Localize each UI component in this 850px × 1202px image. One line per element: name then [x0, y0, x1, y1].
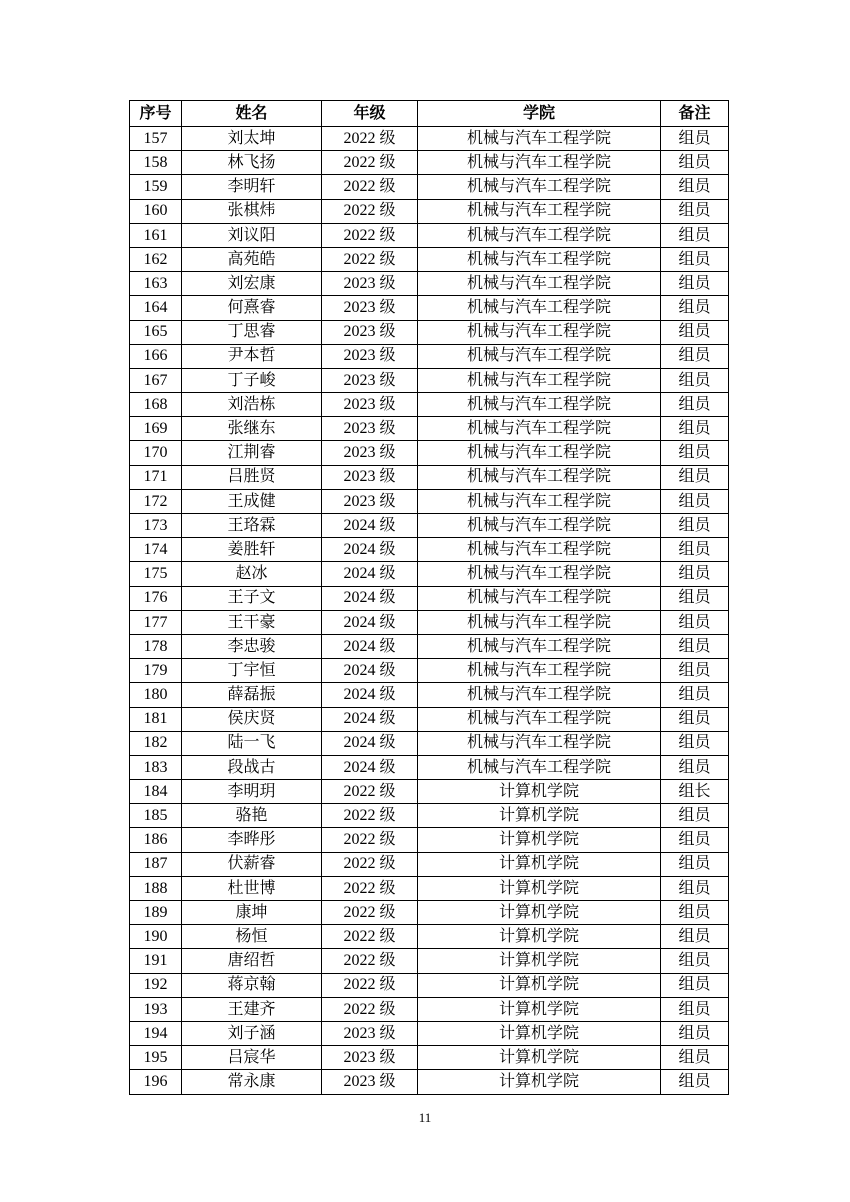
cell-note: 组员 — [661, 368, 729, 392]
table-row — [130, 659, 729, 683]
cell-note: 组员 — [661, 562, 729, 586]
table-row — [130, 1070, 729, 1094]
cell-name: 吕胜贤 — [182, 465, 322, 489]
cell-note: 组员 — [661, 465, 729, 489]
page-number: 11 — [418, 1110, 432, 1125]
cell-serial-number: 187 — [130, 852, 182, 876]
cell-grade: 2022 级 — [322, 127, 418, 151]
cell-serial-number: 165 — [130, 320, 182, 344]
table-row — [130, 901, 729, 925]
cell-college: 机械与汽车工程学院 — [418, 320, 661, 344]
cell-college: 机械与汽车工程学院 — [418, 344, 661, 368]
table-row — [130, 852, 729, 876]
cell-name: 王干豪 — [182, 610, 322, 634]
cell-college: 机械与汽车工程学院 — [418, 659, 661, 683]
cell-college: 机械与汽车工程学院 — [418, 296, 661, 320]
cell-grade: 2022 级 — [322, 828, 418, 852]
cell-note: 组员 — [661, 949, 729, 973]
cell-grade: 2022 级 — [322, 901, 418, 925]
cell-college: 机械与汽车工程学院 — [418, 127, 661, 151]
cell-grade: 2023 级 — [322, 272, 418, 296]
cell-grade: 2022 级 — [322, 973, 418, 997]
cell-note: 组员 — [661, 417, 729, 441]
table-row — [130, 417, 729, 441]
cell-grade: 2022 级 — [322, 199, 418, 223]
cell-college: 机械与汽车工程学院 — [418, 489, 661, 513]
cell-name: 杜世博 — [182, 876, 322, 900]
cell-grade: 2023 级 — [322, 489, 418, 513]
cell-college: 计算机学院 — [418, 804, 661, 828]
cell-note: 组员 — [661, 296, 729, 320]
cell-college: 机械与汽车工程学院 — [418, 707, 661, 731]
header-college: 学院 — [418, 101, 661, 127]
cell-note: 组员 — [661, 731, 729, 755]
cell-grade: 2023 级 — [322, 320, 418, 344]
cell-grade: 2022 级 — [322, 223, 418, 247]
cell-grade: 2024 级 — [322, 707, 418, 731]
cell-serial-number: 158 — [130, 151, 182, 175]
table-row — [130, 393, 729, 417]
cell-name: 伏薪睿 — [182, 852, 322, 876]
cell-grade: 2023 级 — [322, 1070, 418, 1094]
cell-note: 组员 — [661, 876, 729, 900]
cell-serial-number: 172 — [130, 489, 182, 513]
cell-note: 组员 — [661, 538, 729, 562]
cell-serial-number: 183 — [130, 755, 182, 779]
cell-college: 计算机学院 — [418, 925, 661, 949]
cell-note: 组员 — [661, 707, 729, 731]
table-row — [130, 683, 729, 707]
table-row — [130, 973, 729, 997]
cell-college: 机械与汽车工程学院 — [418, 731, 661, 755]
cell-name: 李明玥 — [182, 780, 322, 804]
table-row — [130, 296, 729, 320]
cell-serial-number: 194 — [130, 1021, 182, 1045]
cell-college: 机械与汽车工程学院 — [418, 247, 661, 271]
cell-note: 组员 — [661, 272, 729, 296]
table-row — [130, 634, 729, 658]
cell-serial-number: 174 — [130, 538, 182, 562]
header-note: 备注 — [661, 101, 729, 127]
table-row — [130, 247, 729, 271]
cell-grade: 2022 级 — [322, 151, 418, 175]
cell-college: 机械与汽车工程学院 — [418, 562, 661, 586]
cell-college: 机械与汽车工程学院 — [418, 175, 661, 199]
cell-note: 组员 — [661, 320, 729, 344]
cell-name: 刘宏康 — [182, 272, 322, 296]
cell-grade: 2023 级 — [322, 296, 418, 320]
cell-grade: 2022 级 — [322, 852, 418, 876]
table-row — [130, 489, 729, 513]
table-row — [130, 780, 729, 804]
cell-grade: 2023 级 — [322, 393, 418, 417]
roster-table-header — [130, 101, 729, 127]
cell-college: 计算机学院 — [418, 1021, 661, 1045]
cell-name: 尹本哲 — [182, 344, 322, 368]
cell-college: 计算机学院 — [418, 901, 661, 925]
cell-name: 唐绍哲 — [182, 949, 322, 973]
cell-college: 计算机学院 — [418, 852, 661, 876]
cell-name: 吕宸华 — [182, 1046, 322, 1070]
cell-college: 计算机学院 — [418, 973, 661, 997]
cell-note: 组员 — [661, 659, 729, 683]
cell-name: 骆艳 — [182, 804, 322, 828]
cell-grade: 2024 级 — [322, 659, 418, 683]
cell-name: 丁子峻 — [182, 368, 322, 392]
cell-note: 组员 — [661, 489, 729, 513]
cell-college: 计算机学院 — [418, 828, 661, 852]
cell-college: 计算机学院 — [418, 1070, 661, 1094]
cell-note: 组员 — [661, 852, 729, 876]
cell-name: 杨恒 — [182, 925, 322, 949]
table-row — [130, 199, 729, 223]
cell-note: 组员 — [661, 683, 729, 707]
table-row — [130, 828, 729, 852]
cell-serial-number: 171 — [130, 465, 182, 489]
cell-serial-number: 163 — [130, 272, 182, 296]
cell-college: 机械与汽车工程学院 — [418, 393, 661, 417]
cell-note: 组员 — [661, 199, 729, 223]
cell-serial-number: 182 — [130, 731, 182, 755]
cell-grade: 2024 级 — [322, 610, 418, 634]
cell-college: 机械与汽车工程学院 — [418, 610, 661, 634]
table-row — [130, 465, 729, 489]
table-row — [130, 1046, 729, 1070]
cell-college: 机械与汽车工程学院 — [418, 586, 661, 610]
cell-name: 何熹睿 — [182, 296, 322, 320]
table-row — [130, 755, 729, 779]
cell-name: 王成健 — [182, 489, 322, 513]
cell-serial-number: 175 — [130, 562, 182, 586]
cell-college: 计算机学院 — [418, 876, 661, 900]
cell-note: 组员 — [661, 1021, 729, 1045]
table-row — [130, 175, 729, 199]
cell-note: 组员 — [661, 514, 729, 538]
table-row — [130, 441, 729, 465]
table-row — [130, 586, 729, 610]
table-row — [130, 344, 729, 368]
table-row — [130, 127, 729, 151]
cell-serial-number: 181 — [130, 707, 182, 731]
header-name: 姓名 — [182, 101, 322, 127]
cell-grade: 2023 级 — [322, 441, 418, 465]
cell-college: 机械与汽车工程学院 — [418, 199, 661, 223]
cell-college: 计算机学院 — [418, 1046, 661, 1070]
cell-name: 常永康 — [182, 1070, 322, 1094]
cell-serial-number: 188 — [130, 876, 182, 900]
cell-name: 王珞霖 — [182, 514, 322, 538]
cell-serial-number: 161 — [130, 223, 182, 247]
cell-name: 刘议阳 — [182, 223, 322, 247]
cell-serial-number: 168 — [130, 393, 182, 417]
cell-college: 机械与汽车工程学院 — [418, 151, 661, 175]
cell-serial-number: 173 — [130, 514, 182, 538]
cell-grade: 2024 级 — [322, 755, 418, 779]
table-row — [130, 151, 729, 175]
cell-note: 组员 — [661, 441, 729, 465]
cell-grade: 2024 级 — [322, 562, 418, 586]
cell-grade: 2022 级 — [322, 997, 418, 1021]
cell-name: 蒋京翰 — [182, 973, 322, 997]
cell-name: 丁思睿 — [182, 320, 322, 344]
cell-note: 组员 — [661, 393, 729, 417]
cell-name: 段战古 — [182, 755, 322, 779]
roster-table-body — [130, 127, 729, 1095]
cell-note: 组员 — [661, 973, 729, 997]
cell-serial-number: 192 — [130, 973, 182, 997]
cell-note: 组员 — [661, 586, 729, 610]
cell-name: 张棋炜 — [182, 199, 322, 223]
table-row — [130, 610, 729, 634]
cell-note: 组员 — [661, 755, 729, 779]
cell-serial-number: 185 — [130, 804, 182, 828]
cell-serial-number: 157 — [130, 127, 182, 151]
cell-name: 李晔彤 — [182, 828, 322, 852]
cell-name: 姜胜轩 — [182, 538, 322, 562]
cell-name: 王子文 — [182, 586, 322, 610]
table-row — [130, 925, 729, 949]
cell-grade: 2024 级 — [322, 683, 418, 707]
cell-grade: 2024 级 — [322, 634, 418, 658]
cell-serial-number: 159 — [130, 175, 182, 199]
cell-serial-number: 160 — [130, 199, 182, 223]
roster-table — [129, 100, 729, 1095]
cell-grade: 2023 级 — [322, 465, 418, 489]
cell-college: 机械与汽车工程学院 — [418, 634, 661, 658]
cell-name: 高苑皓 — [182, 247, 322, 271]
table-row — [130, 272, 729, 296]
cell-grade: 2023 级 — [322, 344, 418, 368]
cell-grade: 2022 级 — [322, 876, 418, 900]
cell-name: 陆一飞 — [182, 731, 322, 755]
table-row — [130, 707, 729, 731]
cell-grade: 2022 级 — [322, 780, 418, 804]
table-row — [130, 514, 729, 538]
cell-serial-number: 186 — [130, 828, 182, 852]
cell-note: 组员 — [661, 1046, 729, 1070]
cell-serial-number: 190 — [130, 925, 182, 949]
cell-grade: 2022 级 — [322, 247, 418, 271]
cell-note: 组员 — [661, 175, 729, 199]
cell-grade: 2023 级 — [322, 1021, 418, 1045]
cell-note: 组员 — [661, 610, 729, 634]
cell-name: 赵冰 — [182, 562, 322, 586]
cell-note: 组员 — [661, 223, 729, 247]
cell-serial-number: 178 — [130, 634, 182, 658]
cell-college: 机械与汽车工程学院 — [418, 514, 661, 538]
cell-grade: 2024 级 — [322, 538, 418, 562]
cell-grade: 2022 级 — [322, 175, 418, 199]
cell-serial-number: 167 — [130, 368, 182, 392]
table-row — [130, 320, 729, 344]
cell-note: 组员 — [661, 1070, 729, 1094]
cell-name: 刘子涵 — [182, 1021, 322, 1045]
cell-serial-number: 195 — [130, 1046, 182, 1070]
cell-note: 组长 — [661, 780, 729, 804]
cell-college: 机械与汽车工程学院 — [418, 368, 661, 392]
table-row — [130, 997, 729, 1021]
cell-name: 李明轩 — [182, 175, 322, 199]
cell-name: 刘浩栋 — [182, 393, 322, 417]
cell-note: 组员 — [661, 804, 729, 828]
cell-note: 组员 — [661, 997, 729, 1021]
cell-note: 组员 — [661, 127, 729, 151]
cell-serial-number: 162 — [130, 247, 182, 271]
cell-name: 李忠骏 — [182, 634, 322, 658]
cell-serial-number: 180 — [130, 683, 182, 707]
cell-serial-number: 166 — [130, 344, 182, 368]
table-row — [130, 562, 729, 586]
cell-name: 王建齐 — [182, 997, 322, 1021]
cell-name: 丁宇恒 — [182, 659, 322, 683]
cell-grade: 2022 级 — [322, 804, 418, 828]
cell-note: 组员 — [661, 634, 729, 658]
cell-name: 薛磊振 — [182, 683, 322, 707]
cell-grade: 2022 级 — [322, 925, 418, 949]
cell-serial-number: 176 — [130, 586, 182, 610]
table-row — [130, 368, 729, 392]
cell-serial-number: 170 — [130, 441, 182, 465]
table-row — [130, 1021, 729, 1045]
cell-college: 计算机学院 — [418, 997, 661, 1021]
cell-note: 组员 — [661, 925, 729, 949]
cell-serial-number: 193 — [130, 997, 182, 1021]
cell-grade: 2024 级 — [322, 586, 418, 610]
cell-grade: 2023 级 — [322, 1046, 418, 1070]
table-row — [130, 804, 729, 828]
cell-serial-number: 179 — [130, 659, 182, 683]
cell-serial-number: 177 — [130, 610, 182, 634]
table-row — [130, 949, 729, 973]
cell-grade: 2022 级 — [322, 949, 418, 973]
cell-name: 康坤 — [182, 901, 322, 925]
header-row — [130, 101, 729, 127]
table-row — [130, 731, 729, 755]
cell-note: 组员 — [661, 247, 729, 271]
cell-name: 林飞扬 — [182, 151, 322, 175]
cell-serial-number: 191 — [130, 949, 182, 973]
cell-serial-number: 196 — [130, 1070, 182, 1094]
cell-serial-number: 184 — [130, 780, 182, 804]
cell-grade: 2023 级 — [322, 368, 418, 392]
cell-grade: 2024 级 — [322, 731, 418, 755]
cell-name: 刘太坤 — [182, 127, 322, 151]
cell-college: 计算机学院 — [418, 780, 661, 804]
cell-name: 张继东 — [182, 417, 322, 441]
cell-college: 机械与汽车工程学院 — [418, 538, 661, 562]
cell-name: 侯庆贤 — [182, 707, 322, 731]
table-row — [130, 223, 729, 247]
cell-college: 机械与汽车工程学院 — [418, 465, 661, 489]
cell-serial-number: 189 — [130, 901, 182, 925]
cell-name: 江荆睿 — [182, 441, 322, 465]
cell-note: 组员 — [661, 151, 729, 175]
cell-college: 机械与汽车工程学院 — [418, 272, 661, 296]
cell-college: 机械与汽车工程学院 — [418, 417, 661, 441]
cell-note: 组员 — [661, 344, 729, 368]
cell-grade: 2024 级 — [322, 514, 418, 538]
cell-serial-number: 164 — [130, 296, 182, 320]
cell-note: 组员 — [661, 828, 729, 852]
cell-note: 组员 — [661, 901, 729, 925]
cell-grade: 2023 级 — [322, 417, 418, 441]
table-row — [130, 876, 729, 900]
header-grade: 年级 — [322, 101, 418, 127]
cell-college: 计算机学院 — [418, 949, 661, 973]
cell-college: 机械与汽车工程学院 — [418, 755, 661, 779]
table-row — [130, 538, 729, 562]
cell-college: 机械与汽车工程学院 — [418, 683, 661, 707]
cell-college: 机械与汽车工程学院 — [418, 441, 661, 465]
header-serial-number: 序号 — [130, 101, 182, 127]
cell-serial-number: 169 — [130, 417, 182, 441]
cell-college: 机械与汽车工程学院 — [418, 223, 661, 247]
